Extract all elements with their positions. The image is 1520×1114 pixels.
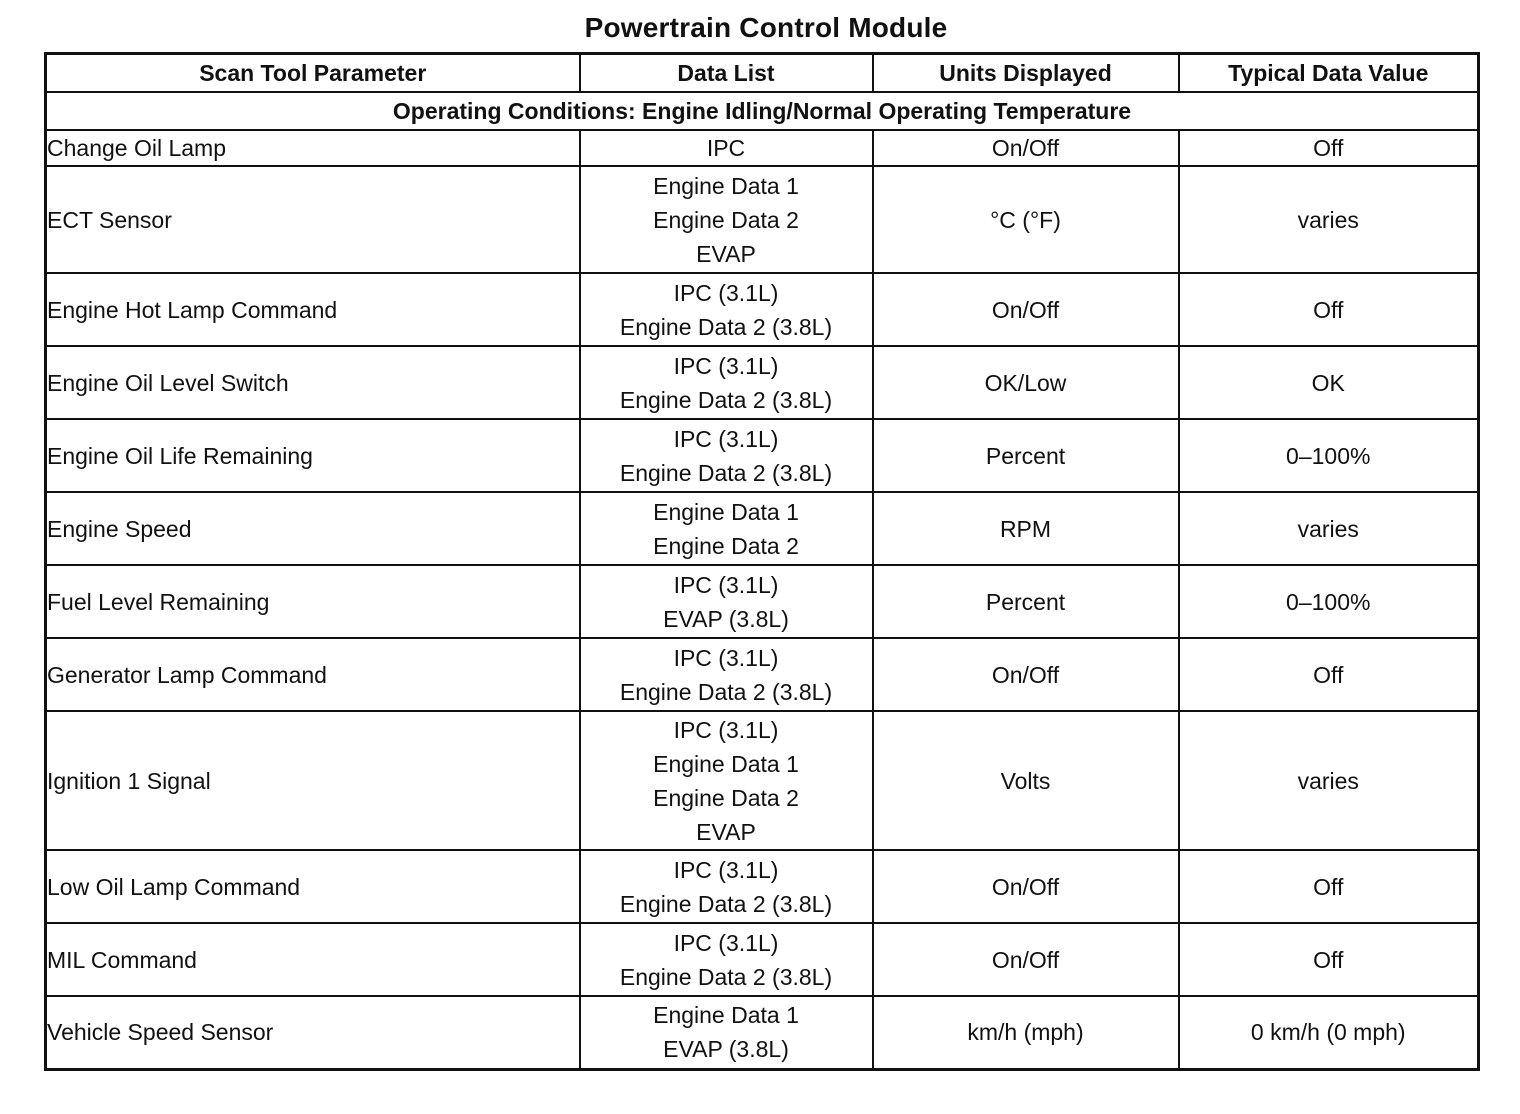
parameter-cell: Engine Speed xyxy=(46,492,580,565)
units-cell: On/Off xyxy=(873,130,1179,166)
data-list-cell xyxy=(580,923,873,996)
pcm-data-table xyxy=(44,52,1480,1071)
typical-value-cell: 0–100% xyxy=(1179,419,1479,492)
data-list-entry: IPC (3.1L) xyxy=(673,571,779,598)
header-parameter: Scan Tool Parameter xyxy=(46,54,580,93)
data-list-cell xyxy=(580,996,873,1069)
data-list-entry: IPC (3.1L) xyxy=(673,716,779,743)
parameter-cell: Ignition 1 Signal xyxy=(46,711,580,850)
data-list-entry: Engine Data 1 xyxy=(653,172,799,199)
table-row xyxy=(46,130,1479,166)
table-row xyxy=(46,166,1479,273)
table-row xyxy=(46,850,1479,923)
units-cell: On/Off xyxy=(873,923,1179,996)
parameter-cell: Engine Oil Life Remaining xyxy=(46,419,580,492)
typical-value-cell: OK xyxy=(1179,346,1479,419)
typical-value-cell: Off xyxy=(1179,130,1479,166)
units-cell: RPM xyxy=(873,492,1179,565)
conditions-row xyxy=(46,92,1479,130)
table-body xyxy=(46,92,1479,1069)
data-list-entry: IPC (3.1L) xyxy=(673,929,779,956)
data-list-entry: Engine Data 2 xyxy=(653,206,799,233)
typical-value-cell: Off xyxy=(1179,850,1479,923)
units-cell: On/Off xyxy=(873,638,1179,711)
data-list-entry: Engine Data 2 (3.8L) xyxy=(619,459,833,486)
table-row xyxy=(46,565,1479,638)
data-list-entry: EVAP xyxy=(696,240,756,267)
header-typical-value: Typical Data Value xyxy=(1179,54,1479,93)
data-list-cell xyxy=(580,850,873,923)
data-list-cell xyxy=(580,273,873,346)
data-list-cell xyxy=(580,711,873,850)
page-title: Powertrain Control Module xyxy=(584,12,948,43)
data-list-entry: Engine Data 2 (3.8L) xyxy=(619,890,833,917)
data-list-entry: IPC xyxy=(706,135,746,161)
data-list-entry: Engine Data 2 xyxy=(653,532,799,559)
header-data-list: Data List xyxy=(580,54,873,93)
data-list-entry: EVAP xyxy=(696,818,756,845)
data-list-cell xyxy=(580,419,873,492)
units-cell: Volts xyxy=(873,711,1179,850)
table-row xyxy=(46,346,1479,419)
units-cell: Percent xyxy=(873,565,1179,638)
table-row xyxy=(46,419,1479,492)
typical-value-cell: Off xyxy=(1179,638,1479,711)
typical-value-cell: Off xyxy=(1179,923,1479,996)
units-cell: km/h (mph) xyxy=(873,996,1179,1069)
table-row xyxy=(46,638,1479,711)
data-list-entry: IPC (3.1L) xyxy=(673,856,779,883)
parameter-cell: Low Oil Lamp Command xyxy=(46,850,580,923)
data-list-cell xyxy=(580,492,873,565)
parameter-cell: Fuel Level Remaining xyxy=(46,565,580,638)
data-list-entry: IPC (3.1L) xyxy=(673,352,779,379)
typical-value-cell: 0–100% xyxy=(1179,565,1479,638)
typical-value-cell: varies xyxy=(1179,711,1479,850)
data-list-entry: EVAP (3.8L) xyxy=(663,605,789,632)
table-row xyxy=(46,923,1479,996)
parameter-cell: ECT Sensor xyxy=(46,166,580,273)
data-list-entry: Engine Data 2 xyxy=(653,784,799,811)
operating-conditions: Operating Conditions: Engine Idling/Normal Operating Temperature xyxy=(46,92,1479,130)
parameter-cell: MIL Command xyxy=(46,923,580,996)
units-cell: OK/Low xyxy=(873,346,1179,419)
units-cell: On/Off xyxy=(873,273,1179,346)
header-units: Units Displayed xyxy=(873,54,1179,93)
typical-value-cell: Off xyxy=(1179,273,1479,346)
data-list-entry: Engine Data 2 (3.8L) xyxy=(619,386,833,413)
typical-value-cell: 0 km/h (0 mph) xyxy=(1179,996,1479,1069)
parameter-cell: Change Oil Lamp xyxy=(46,130,580,166)
parameter-cell: Engine Hot Lamp Command xyxy=(46,273,580,346)
table-row xyxy=(46,273,1479,346)
data-list-cell xyxy=(580,638,873,711)
data-list-entry: Engine Data 2 (3.8L) xyxy=(619,313,833,340)
units-cell: °C (°F) xyxy=(873,166,1179,273)
data-list-entry: Engine Data 2 (3.8L) xyxy=(619,963,833,990)
data-list-cell xyxy=(580,166,873,273)
parameter-cell: Engine Oil Level Switch xyxy=(46,346,580,419)
parameter-cell: Generator Lamp Command xyxy=(46,638,580,711)
data-list-entry: IPC (3.1L) xyxy=(673,644,779,671)
table-row xyxy=(46,996,1479,1069)
data-list-entry: Engine Data 1 xyxy=(653,498,799,525)
data-list-cell xyxy=(580,130,873,166)
header-row xyxy=(46,54,1479,93)
parameter-cell: Vehicle Speed Sensor xyxy=(46,996,580,1069)
table-row xyxy=(46,711,1479,850)
data-list-cell xyxy=(580,565,873,638)
data-list-entry: Engine Data 1 xyxy=(653,750,799,777)
data-list-entry: IPC (3.1L) xyxy=(673,279,779,306)
typical-value-cell: varies xyxy=(1179,492,1479,565)
typical-value-cell: varies xyxy=(1179,166,1479,273)
data-list-entry: EVAP (3.8L) xyxy=(663,1036,789,1063)
data-list-entry: Engine Data 1 xyxy=(653,1002,799,1029)
units-cell: Percent xyxy=(873,419,1179,492)
table-row xyxy=(46,492,1479,565)
units-cell: On/Off xyxy=(873,850,1179,923)
data-list-cell xyxy=(580,346,873,419)
data-list-entry: IPC (3.1L) xyxy=(673,425,779,452)
data-list-entry: Engine Data 2 (3.8L) xyxy=(619,678,833,705)
